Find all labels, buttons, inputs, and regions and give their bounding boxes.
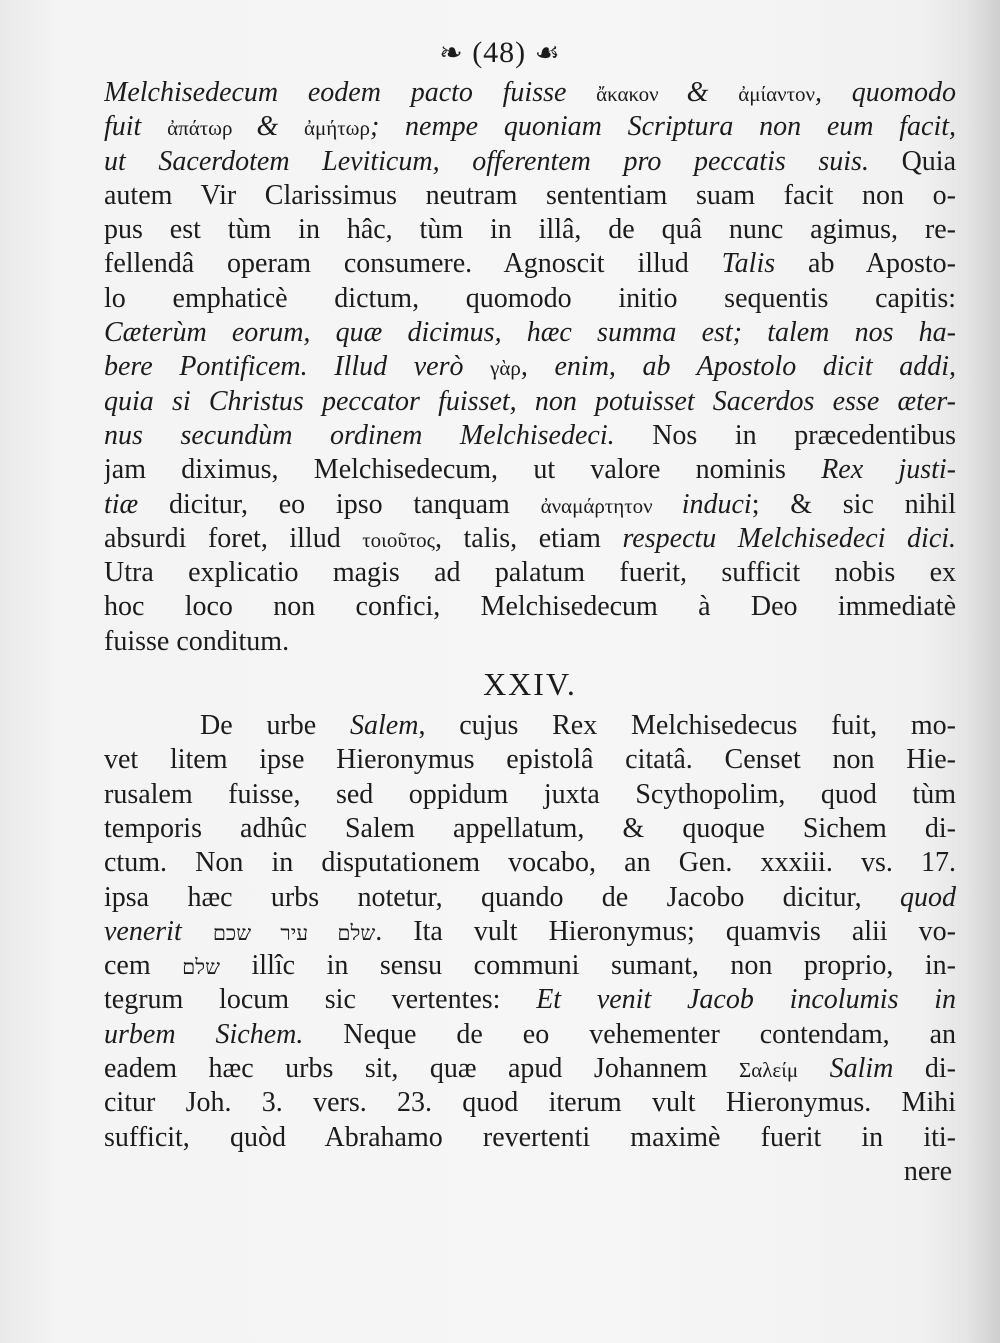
text-line	[104, 949, 956, 983]
text-line	[104, 1121, 956, 1155]
roman-text: ipsa hæc urbs notetur, quando de Jacobo dicitur,	[104, 881, 900, 913]
text-line	[104, 282, 956, 316]
roman-text: fellendâ operam consumere. Agnoscit illud	[104, 248, 722, 280]
roman-text: ; & sic nihil	[751, 488, 956, 520]
section-heading: XXIV.	[483, 666, 577, 703]
italic-text: ut Sacerdotem Leviticum, offerentem pro peccatis suis.	[104, 145, 869, 177]
roman-text: absurdi foret, illud	[104, 522, 363, 554]
text-line	[104, 76, 956, 110]
foreign-word: ἀναμάρτητον	[540, 493, 682, 518]
roman-text: Neque de eo vehementer contendam, an	[303, 1018, 956, 1050]
italic-text: , quomodo	[815, 77, 956, 108]
roman-text: Utra explicatio magis ad palatum fuerit, sufficit nobis ex	[104, 557, 956, 589]
text-line	[104, 556, 956, 590]
roman-text: De urbe	[200, 710, 350, 742]
italic-text: Talis	[721, 248, 776, 280]
roman-text: vet litem ipse Hieronymus epistolâ citatâ. Censet non Hie-	[104, 744, 956, 776]
italic-text: Salem	[350, 710, 419, 742]
text-line	[104, 110, 956, 144]
page-gutter-shadow	[966, 0, 1000, 1343]
roman-text: Nos in præcedentibus	[614, 419, 956, 451]
text-line	[104, 915, 956, 949]
roman-text: jam diximus, Melchisedecum, ut valore nominis	[104, 454, 822, 486]
foreign-word: ἀμήτωρ	[303, 116, 370, 141]
italic-text: nus secundùm ordinem Melchisedeci.	[104, 419, 615, 451]
roman-text: illîc in sensu communi sumant, non proprio, in-	[219, 950, 956, 982]
italic-text: fuit	[104, 111, 168, 143]
text-line	[104, 1052, 956, 1086]
italic-text: bere Pontificem. Illud verò	[104, 351, 491, 383]
italic-text: quia si Christus peccator fuisset, non potuisset Sacerdos esse æter-	[104, 385, 956, 417]
text-line	[104, 385, 956, 419]
roman-text: pus est tùm in hâc, tùm in illâ, de quâ nunc agimus, re-	[104, 214, 956, 246]
foreign-word: ἀμίαντον	[738, 82, 816, 106]
italic-text: &	[256, 111, 304, 143]
roman-text: citur Joh. 3. vers. 23. quod iterum vult Hieronymus. Mihi	[104, 1087, 956, 1119]
roman-text: tegrum locum sic vertentes:	[104, 984, 537, 1016]
text-line	[104, 743, 956, 777]
italic-text: induci	[681, 488, 752, 520]
text-line	[104, 590, 956, 624]
roman-text: eadem hæc urbs sit, quæ apud Johannem	[104, 1053, 739, 1085]
text-line	[104, 213, 956, 247]
italic-text: urbem Sichem.	[104, 1018, 304, 1050]
roman-text: ctum. Non in disputationem vocabo, an Gen. xxxiii. vs. 17.	[104, 847, 956, 879]
italic-text: Et venit Jacob incolumis in	[536, 984, 956, 1016]
roman-text: ab Aposto-	[775, 248, 956, 280]
italic-text: ; nempe quoniam Scriptura non eum facit,	[369, 111, 956, 143]
foreign-word: Σαλείμ	[738, 1058, 799, 1083]
foreign-word: שלם	[182, 955, 220, 980]
page-number: (48)	[472, 36, 527, 69]
text-line	[104, 1086, 956, 1120]
text-line	[104, 1018, 956, 1052]
text-line	[104, 778, 956, 812]
foreign-word: τοιοῦτος	[362, 527, 435, 552]
roman-text: di-	[893, 1053, 956, 1085]
ornament-left: ❧	[439, 38, 464, 69]
text-line	[104, 625, 956, 659]
foreign-word: ἀπάτωρ	[167, 116, 257, 141]
italic-text: venerit	[104, 915, 213, 947]
page-header	[0, 36, 1000, 70]
roman-text: autem Vir Clarissimus neutram sententiam suam facit non o-	[104, 179, 956, 211]
text-line	[104, 812, 956, 846]
text-line	[104, 350, 956, 384]
text-line	[104, 846, 956, 880]
italic-text: Cæterùm eorum, quæ dicimus, hæc summa est; talem nos ha-	[104, 317, 956, 349]
roman-text: , talis, etiam	[434, 522, 623, 554]
text-line	[104, 179, 956, 213]
catchword: nere	[903, 1155, 952, 1187]
roman-text: dicitur, eo ipso tanquam	[138, 488, 541, 520]
text-line	[104, 522, 956, 556]
italic-text: respectu Melchisedeci dici.	[622, 522, 956, 554]
text-line	[104, 419, 956, 453]
text-line	[104, 488, 956, 522]
text-body	[104, 76, 956, 1189]
text-line	[104, 881, 956, 915]
italic-text: Melchisedecum eodem pacto fuisse	[104, 77, 597, 108]
roman-text: Quia	[868, 145, 956, 177]
foreign-word: ἄκακον	[596, 82, 687, 106]
roman-text: sufficit, quòd Abrahamo revertenti maximè fuerit in iti-	[104, 1121, 956, 1153]
roman-text: lo emphaticè dictum, quomodo initio sequentis capitis:	[104, 282, 956, 314]
roman-text: cem	[104, 950, 183, 982]
foreign-word: שלם עיר שכם	[212, 920, 376, 945]
italic-text: &	[686, 77, 739, 108]
roman-text: fuisse conditum.	[104, 625, 290, 657]
text-line	[104, 983, 956, 1017]
text-line	[104, 145, 956, 179]
italic-text: Salim	[798, 1053, 894, 1085]
roman-text: , cujus Rex Melchisedecus fuit, mo-	[418, 710, 956, 742]
italic-text: tiæ	[104, 488, 139, 520]
foreign-word: γὰρ	[490, 356, 521, 381]
roman-text: . Ita vult Hieronymus; quamvis alii vo-	[375, 915, 956, 947]
roman-text: hoc loco non confici, Melchisedecum à Deo immediatè	[104, 591, 956, 623]
italic-text: Rex justi-	[821, 454, 956, 486]
italic-text: quod	[900, 881, 956, 913]
roman-text: rusalem fuisse, sed oppidum juxta Scythopolim, quod tùm	[104, 778, 956, 810]
italic-text: , enim, ab Apostolo dicit addi,	[520, 351, 956, 383]
roman-text: temporis adhûc Salem appellatum, & quoque Sichem di-	[104, 812, 956, 844]
ornament-right: ☙	[534, 38, 561, 69]
text-line	[104, 316, 956, 350]
text-line	[104, 709, 956, 743]
text-line	[104, 453, 956, 487]
text-line	[104, 247, 956, 281]
